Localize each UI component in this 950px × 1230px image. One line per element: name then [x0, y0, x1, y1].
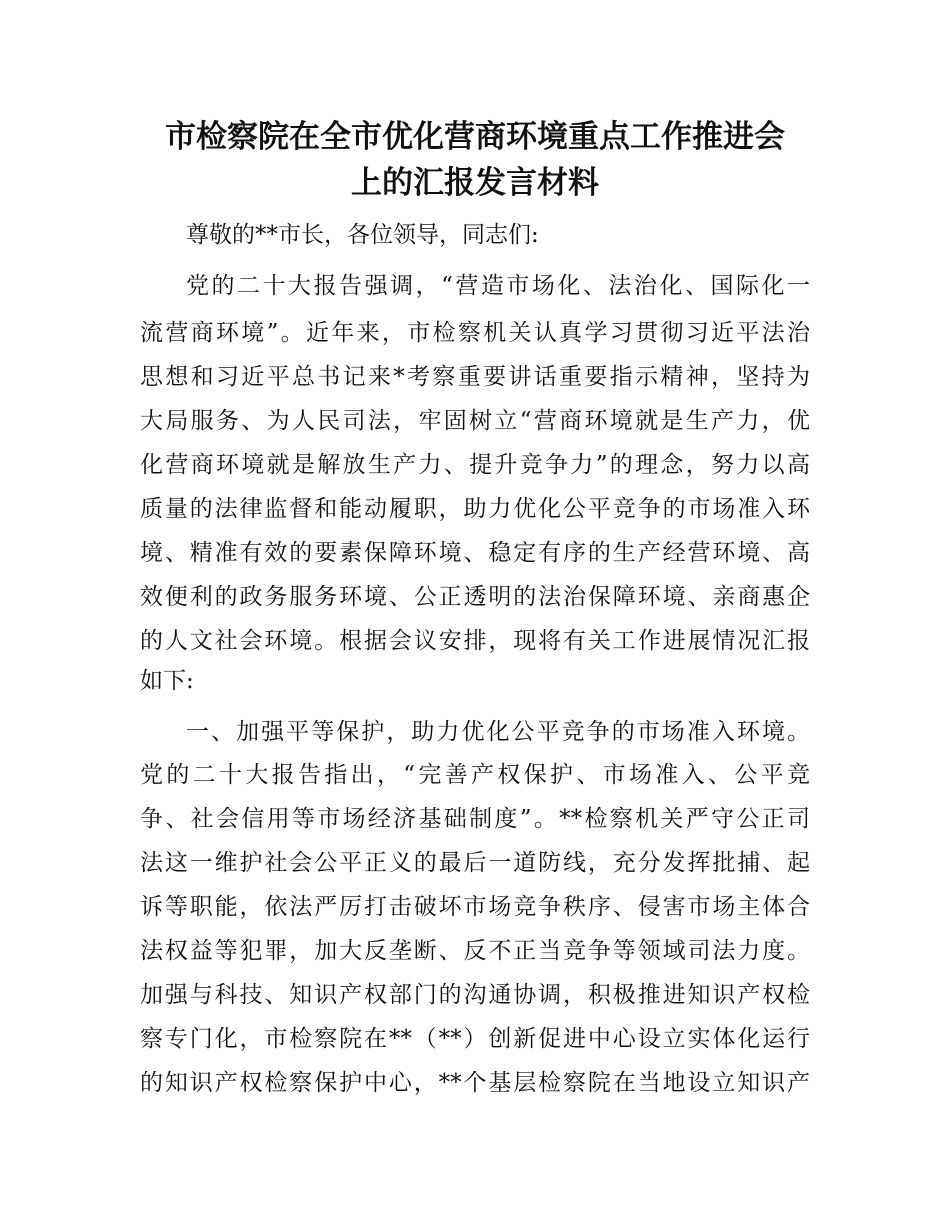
- paragraph-1-line: 流营商环境”。近年来，市检察机关认真学习贯彻习近平法治: [140, 320, 810, 346]
- paragraph-2-line: 法权益等犯罪，加大反垄断、反不正当竞争等领域司法力度。: [140, 938, 810, 964]
- greeting: 尊敬的**市长，各位领导，同志们:: [186, 222, 539, 248]
- paragraph-1-line: 效便利的政务服务环境、公正透明的法治保障环境、亲商惠企: [140, 584, 810, 610]
- paragraph-2-line: 察专门化，市检察院在**（**）创新促进中心设立实体化运行: [140, 1026, 810, 1052]
- document-title-line-2: 上的汇报发言材料: [351, 165, 599, 201]
- paragraph-2-line: 诉等职能，依法严厉打击破坏市场竞争秩序、侵害市场主体合: [140, 894, 810, 920]
- paragraph-1-line: 的人文社会环境。根据会议安排，现将有关工作进展情况汇报: [140, 628, 810, 654]
- paragraph-1-line: 大局服务、为人民司法，牢固树立“营商环境就是生产力，优: [140, 408, 810, 434]
- paragraph-2-line: 党的二十大报告指出，“完善产权保护、市场准入、公平竞: [140, 762, 810, 788]
- paragraph-1-line: 境、精准有效的要素保障环境、稳定有序的生产经营环境、高: [140, 540, 810, 566]
- paragraph-2-line: 的知识产权检察保护中心，**个基层检察院在当地设立知识产: [140, 1070, 810, 1096]
- paragraph-1-line: 质量的法律监督和能动履职，助力优化公平竞争的市场准入环: [140, 496, 810, 522]
- paragraph-2-line: 加强与科技、知识产权部门的沟通协调，积极推进知识产权检: [140, 982, 810, 1008]
- paragraph-1-line: 思想和习近平总书记来*考察重要讲话重要指示精神，坚持为: [140, 364, 810, 390]
- document-title-line-1: 市检察院在全市优化营商环境重点工作推进会: [165, 119, 785, 155]
- paragraph-2-line: 一、加强平等保护，助力优化公平竞争的市场准入环境。: [186, 719, 810, 745]
- paragraph-2-line: 法这一维护社会公平正义的最后一道防线，充分发挥批捕、起: [140, 850, 810, 876]
- paragraph-2-line: 争、社会信用等市场经济基础制度”。**检察机关严守公正司: [140, 806, 810, 832]
- paragraph-1-line: 化营商环境就是解放生产力、提升竞争力”的理念，努力以高: [140, 452, 810, 478]
- paragraph-1-line: 如下:: [140, 668, 194, 694]
- paragraph-1-line: 党的二十大报告强调，“营造市场化、法治化、国际化一: [186, 273, 810, 299]
